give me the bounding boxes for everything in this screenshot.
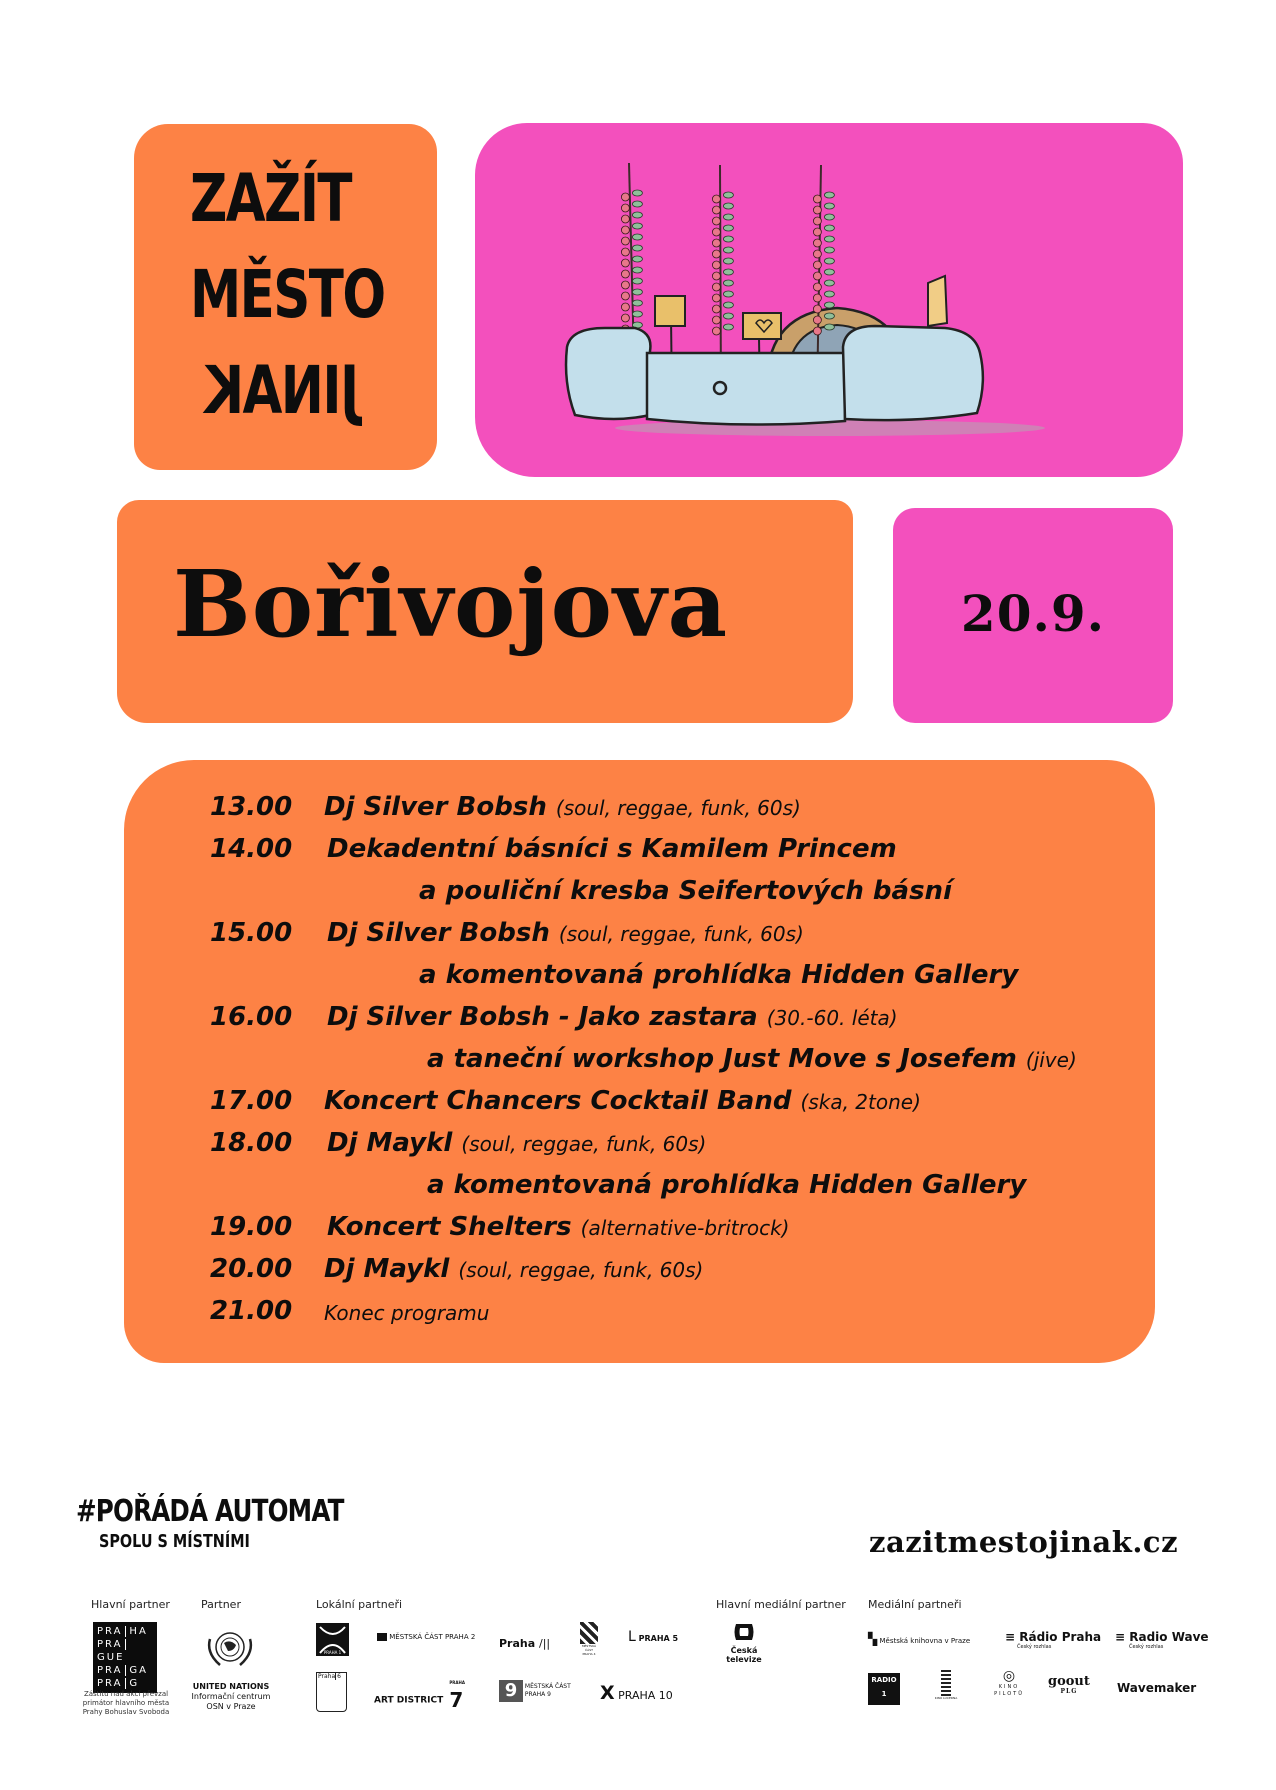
- schedule-row: [124, 1206, 1155, 1246]
- schedule-title: Dj Maykl (soul, reggae, funk, 60s): [324, 1254, 704, 1284]
- plant-leaf: [723, 236, 733, 242]
- plant-leaf: [723, 225, 733, 231]
- plant-leaf: [824, 247, 834, 253]
- plant-leaf: [723, 269, 733, 275]
- organizer-sub: SPOLU S MÍSTNÍMI: [99, 1531, 250, 1552]
- praha1-logo: PRAHA 1: [316, 1623, 349, 1656]
- plant-fruit: [813, 316, 821, 324]
- plant-fruit: [712, 316, 720, 324]
- plant-fruit: [621, 303, 629, 311]
- schedule-row-continued: [124, 1164, 1155, 1204]
- praha7-logo: ART DISTRICT PRAHA 7: [374, 1680, 465, 1712]
- schedule-title: a pouliční kresba Seifertových básní: [419, 876, 952, 906]
- praha10-logo: X PRAHA 10: [600, 1682, 673, 1704]
- schedule-row: [124, 1248, 1155, 1288]
- plant-fruit: [712, 327, 720, 335]
- schedule-box: [124, 760, 1155, 1363]
- schedule-row: [124, 912, 1155, 952]
- schedule-genre: (soul, reggae, funk, 60s): [461, 1132, 707, 1156]
- plant-fruit: [712, 283, 720, 291]
- plant-leaf: [824, 324, 834, 330]
- schedule-row: [124, 996, 1155, 1036]
- schedule-genre: (alternative-britrock): [580, 1216, 790, 1240]
- schedule-genre: (soul, reggae, funk, 60s): [555, 796, 801, 820]
- plant-fruit: [621, 215, 629, 223]
- plant-fruit: [712, 294, 720, 302]
- plant-fruit: [813, 228, 821, 236]
- plant-leaf: [723, 302, 733, 308]
- praha6-logo: Praha 6: [316, 1672, 347, 1712]
- praha-note: Záštitu nad akcí převzal primátor hlavního města Prahy Bohuslav Svoboda: [82, 1690, 170, 1716]
- plant-leaf: [824, 203, 834, 209]
- plant-leaf: [824, 280, 834, 286]
- schedule-row-continued: [124, 870, 1155, 910]
- plant-leaf: [824, 291, 834, 297]
- plant-leaf: [632, 256, 642, 262]
- plant-fruit: [621, 281, 629, 289]
- plant-leaf: [824, 258, 834, 264]
- plant-leaf: [824, 302, 834, 308]
- plant-leaf: [632, 289, 642, 295]
- plant-leaf: [824, 313, 834, 319]
- plant-fruit: [621, 259, 629, 267]
- praha4-logo: MĚSTSKÁ ČÁST PRAHA 4: [578, 1622, 600, 1656]
- plant-fruit: [712, 206, 720, 214]
- schedule-row-continued: [124, 954, 1155, 994]
- street-box: [117, 500, 853, 723]
- schedule-row: [124, 828, 1155, 868]
- schedule-row: [124, 1122, 1155, 1162]
- schedule-time: 16.00: [210, 1002, 293, 1032]
- kino-pilotu-logo: ◎ KINO PILOTŮ: [994, 1668, 1024, 1697]
- schedule-title: Dekadentní básníci s Kamilem Princem: [327, 834, 897, 864]
- schedule-genre: (ska, 2tone): [800, 1090, 921, 1114]
- radio-wave-logo: ≡ Radio Wave Český rozhlas: [1115, 1630, 1209, 1650]
- schedule-time: 19.00: [210, 1212, 293, 1242]
- logo-line-mesto: MĚSTO: [190, 256, 385, 333]
- plant-fruit: [621, 204, 629, 212]
- mkp-logo: ▚ Městská knihovna v Praze: [868, 1632, 971, 1646]
- plant-fruit: [621, 226, 629, 234]
- logo-line-zazit: ZAŽÍT: [190, 160, 351, 237]
- plant-leaf: [632, 223, 642, 229]
- plant-fruit: [712, 272, 720, 280]
- organizer-name: #POŘÁDÁ AUTOMAT: [76, 1494, 344, 1529]
- plant-leaf: [723, 280, 733, 286]
- schedule-title: Dj Maykl (soul, reggae, funk, 60s): [327, 1128, 707, 1158]
- radio1-logo: RADIO 1: [868, 1673, 900, 1705]
- schedule-time: 15.00: [210, 918, 293, 948]
- plant-leaf: [723, 192, 733, 198]
- praha-logo: PRA HA PRAGUE PRA GA PRA G: [93, 1622, 157, 1693]
- illustration-box: [475, 123, 1183, 477]
- plant-leaf: [824, 214, 834, 220]
- plant-fruit: [813, 250, 821, 258]
- praha2-logo: MĚSTSKÁ ČÁST PRAHA 2: [377, 1633, 475, 1641]
- schedule-time: 14.00: [210, 834, 293, 864]
- plant-fruit: [621, 237, 629, 245]
- label-main-partner: Hlavní partner: [91, 1598, 170, 1611]
- plant-fruit: [813, 261, 821, 269]
- plant-leaf: [723, 214, 733, 220]
- plant-leaf: [723, 313, 733, 319]
- plant-leaf: [824, 192, 834, 198]
- planter-illustration: [475, 123, 1183, 477]
- plant-leaf: [723, 324, 733, 330]
- logo-box: [134, 124, 437, 470]
- schedule-time: 21.00: [210, 1296, 293, 1326]
- plant-fruit: [621, 314, 629, 322]
- plant-fruit: [621, 248, 629, 256]
- schedule-time: 13.00: [210, 792, 293, 822]
- plant-leaf: [632, 278, 642, 284]
- plant-fruit: [813, 283, 821, 291]
- plant-fruit: [813, 272, 821, 280]
- event-date: 20.9.: [960, 584, 1106, 643]
- radio-praha-logo: ≡ Rádio Praha Český rozhlas: [1005, 1630, 1102, 1650]
- plant-fruit: [712, 261, 720, 269]
- plant-leaf: [723, 291, 733, 297]
- logo-line-jinak-mirrored: JINAK: [205, 352, 360, 429]
- schedule-title: a komentovaná prohlídka Hidden Gallery: [427, 1170, 1027, 1200]
- label-media-partners: Mediální partneři: [868, 1598, 962, 1611]
- schedule-row-continued: [124, 1038, 1155, 1078]
- plant-fruit: [813, 305, 821, 313]
- plant-fruit: [621, 292, 629, 300]
- schedule-title: Dj Silver Bobsh - Jako zastara (30.-60. léta): [327, 1002, 898, 1032]
- praha5-logo: ᒪ PRAHA 5: [628, 1629, 679, 1645]
- label-local-partners: Lokální partneři: [316, 1598, 403, 1611]
- plant-fruit: [712, 250, 720, 258]
- website-link[interactable]: zazitmestojinak.cz: [869, 1525, 1179, 1559]
- schedule-title: Konec programu: [324, 1301, 490, 1325]
- plant-fruit: [813, 239, 821, 247]
- schedule-time: 20.00: [210, 1254, 293, 1284]
- plant-leaf: [824, 225, 834, 231]
- un-emblem-icon: [200, 1625, 260, 1673]
- plant-leaf: [723, 203, 733, 209]
- plant-leaf: [632, 212, 642, 218]
- plant-fruit: [813, 217, 821, 225]
- ceska-televize-logo: Česká televize: [716, 1622, 772, 1664]
- schedule-row: [124, 1290, 1155, 1330]
- schedule-genre: (30.-60. léta): [766, 1006, 898, 1030]
- schedule-title: Koncert Chancers Cocktail Band (ska, 2tone): [324, 1086, 921, 1116]
- goout-logo: goout PLG: [1048, 1674, 1090, 1695]
- organizer-logo: [76, 1494, 402, 1552]
- plant-leaf: [632, 300, 642, 306]
- plant-fruit: [712, 305, 720, 313]
- un-text: UNITED NATIONS Informační centrum OSN v Praze: [191, 1682, 271, 1711]
- plant-fruit: [813, 206, 821, 214]
- plant-leaf: [824, 236, 834, 242]
- schedule-title: Koncert Shelters (alternative-britrock): [327, 1212, 790, 1242]
- plant-leaf: [632, 190, 642, 196]
- schedule-title: Dj Silver Bobsh (soul, reggae, funk, 60s): [327, 918, 804, 948]
- schedule-row: [124, 1080, 1155, 1120]
- schedule-genre: (soul, reggae, funk, 60s): [458, 1258, 704, 1282]
- plant-fruit: [712, 228, 720, 236]
- plant-leaf: [723, 247, 733, 253]
- label-main-media-partner: Hlavní mediální partner: [716, 1598, 846, 1611]
- praha9-logo: 9 MĚSTSKÁ ČÁST PRAHA 9: [499, 1680, 571, 1702]
- plant-fruit: [813, 195, 821, 203]
- plant-leaf: [632, 311, 642, 317]
- lucerna-logo: KINO LUCERNA: [930, 1668, 962, 1700]
- date-box: [893, 508, 1173, 723]
- plant-fruit: [621, 270, 629, 278]
- wavemaker-logo: Wavemaker: [1117, 1681, 1197, 1695]
- plant-leaf: [632, 245, 642, 251]
- plant-leaf: [632, 201, 642, 207]
- street-name: Bořivojova: [173, 550, 729, 658]
- plant-fruit: [712, 217, 720, 225]
- plant-leaf: [824, 269, 834, 275]
- plant-fruit: [712, 239, 720, 247]
- schedule-time: 18.00: [210, 1128, 293, 1158]
- plant-fruit: [712, 195, 720, 203]
- plant-fruit: [813, 294, 821, 302]
- schedule-title: a taneční workshop Just Move s Josefem (jive): [427, 1044, 1077, 1074]
- schedule-genre: (soul, reggae, funk, 60s): [558, 922, 804, 946]
- schedule-genre: (jive): [1025, 1048, 1077, 1072]
- schedule-time: 17.00: [210, 1086, 293, 1116]
- plant-leaf: [632, 234, 642, 240]
- praha3-logo: Praha /||: [499, 1637, 551, 1650]
- schedule-title: a komentovaná prohlídka Hidden Gallery: [419, 960, 1019, 990]
- plant-fruit: [621, 193, 629, 201]
- plant-fruit: [813, 327, 821, 335]
- plant-leaf: [632, 267, 642, 273]
- label-partner: Partner: [201, 1598, 241, 1611]
- schedule-title: Dj Silver Bobsh (soul, reggae, funk, 60s): [324, 792, 801, 822]
- plant-leaf: [723, 258, 733, 264]
- schedule-row: [124, 786, 1155, 826]
